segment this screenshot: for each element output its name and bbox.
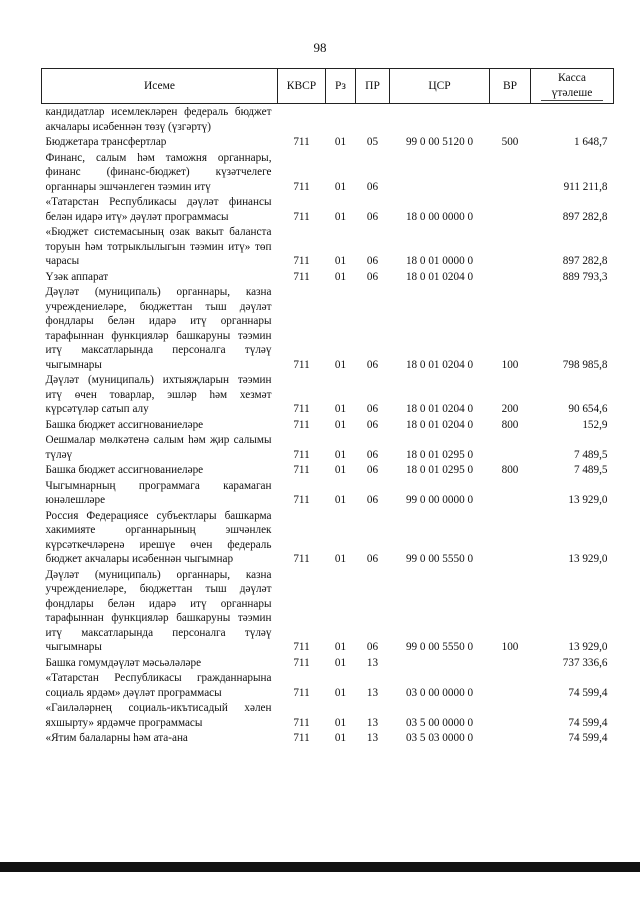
cell-vr xyxy=(490,730,531,746)
cell-vr: 500 xyxy=(501,136,519,148)
cell-csr: 18 0 01 0000 0 xyxy=(405,255,474,267)
cell-vr xyxy=(490,670,531,700)
cell-name: Оешмалар мөлкәтенә салым һәм җир салымы түләү xyxy=(45,434,272,461)
cell-name: Дәүләт (муниципаль) органнары, казна учреждениеләре, бюджеттан тыш дәүләт фондлары белән идарә итү органнары тарафыннан функцияләр башкаруны тәэмин итү максатларында персоналга түләү чыгымнары xyxy=(45,568,272,653)
cell-vr: 100 xyxy=(501,641,519,653)
cell-pr: 06 xyxy=(366,403,379,415)
table-row xyxy=(42,194,614,224)
cell-name: «Гаиләләрнең социаль-икътисадый хәлен яхшырту» ярдәмче программасы xyxy=(45,702,272,729)
table-row xyxy=(42,372,614,417)
cell-amount: 13 929,0 xyxy=(568,494,608,506)
cell-csr: 18 0 01 0204 0 xyxy=(405,418,474,431)
cell-name: Россия Федерациясе субъектлары башкарма хакимияте органнарының эшчәнлек күрсәткечләренә ирешүе өчен федераль бюджет акчалары исәбеннән чыгымнар xyxy=(45,509,272,565)
cell-name: Үзәк аппарат xyxy=(45,270,109,283)
cell-kvsr xyxy=(278,104,326,135)
cell-name: Башка гомумдәүләт мәсьәләләре xyxy=(45,656,202,669)
cell-rz: 01 xyxy=(334,210,347,223)
cell-vr: 800 xyxy=(501,418,519,431)
cell-csr: 18 0 01 0204 0 xyxy=(405,403,474,415)
cell-rz: 01 xyxy=(334,403,347,415)
cell-csr xyxy=(390,104,490,135)
cell-kvsr: 711 xyxy=(293,403,310,415)
cell-name: кандидатлар исемлекләрен федераль бюджет акчалары исәбеннән төзү (үзгәртү) xyxy=(45,106,272,133)
cell-rz: 01 xyxy=(334,136,347,148)
cell-name: Бюджетара трансфертлар xyxy=(45,136,167,148)
header-csr: ЦСР xyxy=(390,69,490,104)
cell-pr: 06 xyxy=(366,641,379,653)
cell-amount: 897 282,8 xyxy=(562,210,608,223)
cell-pr: 13 xyxy=(366,716,379,729)
cell-rz: 01 xyxy=(334,641,347,653)
scan-bottom-edge xyxy=(0,862,640,872)
cell-rz: 01 xyxy=(334,448,347,461)
cell-kvsr: 711 xyxy=(293,464,310,476)
cell-vr xyxy=(490,269,531,285)
cell-name: «Бюджет системасының озак вакыт баланста торуын һәм тотрыклылыгын тәэмин итү» төп чарасы xyxy=(45,226,272,267)
header-kassa-line1: Касса xyxy=(557,72,587,84)
cell-csr: 18 0 01 0204 0 xyxy=(405,270,474,283)
cell-rz: 01 xyxy=(334,686,347,699)
cell-csr: 99 0 00 5120 0 xyxy=(405,136,474,148)
cell-vr xyxy=(490,104,531,135)
table-row xyxy=(42,269,614,285)
cell-kvsr: 711 xyxy=(293,270,310,283)
cell-amount: 13 929,0 xyxy=(568,641,608,653)
cell-amount: 74 599,4 xyxy=(568,732,608,744)
cell-csr: 99 0 00 5550 0 xyxy=(405,553,474,565)
cell-pr: 06 xyxy=(366,210,379,223)
table-row xyxy=(42,670,614,700)
cell-name: «Татарстан Республикасы гражданнарына социаль ярдәм» дәүләт программасы xyxy=(45,672,272,699)
cell-name: Дәүләт (муниципаль) органнары, казна учреждениеләре, бюджеттан тыш дәүләт фондлары белән идарә итү органнары тарафыннан функцияләр башкаруны тәэмин итү максатларында персоналга түләү чыгымнары xyxy=(45,286,272,371)
cell-vr xyxy=(490,508,531,567)
table-row xyxy=(42,462,614,478)
cell-kvsr: 711 xyxy=(293,418,310,431)
cell-kvsr: 711 xyxy=(293,136,310,148)
cell-rz xyxy=(326,104,356,135)
cell-kvsr: 711 xyxy=(293,358,310,371)
table-row xyxy=(42,224,614,269)
cell-name: Башка бюджет ассигнованиеләре xyxy=(45,464,204,476)
cell-csr xyxy=(390,150,490,195)
cell-vr: 100 xyxy=(501,358,519,371)
cell-rz: 01 xyxy=(334,716,347,729)
cell-vr xyxy=(490,478,531,508)
table-body xyxy=(42,104,614,746)
cell-pr: 06 xyxy=(366,418,379,431)
cell-amount: 13 929,0 xyxy=(568,553,608,565)
cell-rz: 01 xyxy=(334,358,347,371)
cell-kvsr: 711 xyxy=(293,494,310,506)
cell-csr: 99 0 00 5550 0 xyxy=(405,641,474,653)
cell-rz: 01 xyxy=(334,255,347,267)
cell-kvsr: 711 xyxy=(293,732,310,744)
cell-csr xyxy=(390,655,490,671)
cell-pr: 13 xyxy=(366,732,379,744)
cell-name: Финанс, салым һәм таможня органнары, финанс (финанс-бюджет) күзәтчелеге органнары эшчәнлеген тәэмин итү xyxy=(45,151,272,193)
cell-amount xyxy=(531,104,614,135)
cell-pr: 06 xyxy=(366,255,379,267)
cell-rz: 01 xyxy=(334,418,347,431)
cell-kvsr: 711 xyxy=(293,210,310,223)
cell-kvsr: 711 xyxy=(293,641,310,653)
cell-kvsr: 711 xyxy=(293,656,310,669)
cell-name: Дәүләт (муниципаль) ихтыяҗларын тәэмин итү өчен товарлар, эшләр һәм хезмәт күрсәтүләр сатып алу xyxy=(45,374,272,415)
cell-pr: 13 xyxy=(366,686,379,699)
cell-vr xyxy=(490,224,531,269)
header-name: Исеме xyxy=(42,69,278,104)
cell-rz: 01 xyxy=(334,656,347,669)
cell-csr: 03 5 00 0000 0 xyxy=(405,716,474,729)
cell-kvsr: 711 xyxy=(293,553,310,565)
cell-csr: 18 0 01 0204 0 xyxy=(405,358,474,371)
cell-amount: 74 599,4 xyxy=(568,686,608,699)
cell-csr: 99 0 00 0000 0 xyxy=(405,494,474,506)
cell-vr xyxy=(490,150,531,195)
cell-amount: 74 599,4 xyxy=(568,716,608,729)
cell-vr xyxy=(490,194,531,224)
table-row xyxy=(42,700,614,730)
cell-pr xyxy=(356,104,390,135)
budget-table xyxy=(41,68,614,746)
cell-kvsr: 711 xyxy=(293,716,310,729)
cell-name: Башка бюджет ассигнованиеләре xyxy=(45,418,204,431)
table-row xyxy=(42,284,614,372)
table-row xyxy=(42,730,614,746)
cell-kvsr: 711 xyxy=(293,686,310,699)
cell-kvsr: 711 xyxy=(293,255,310,267)
table-row xyxy=(42,478,614,508)
cell-vr xyxy=(490,432,531,462)
table-row xyxy=(42,567,614,655)
cell-name: Чыгымнарның программага карамаган юнәлешләре xyxy=(45,479,272,506)
cell-rz: 01 xyxy=(334,553,347,565)
cell-amount: 152,9 xyxy=(582,418,608,431)
cell-amount: 897 282,8 xyxy=(562,255,608,267)
table-row xyxy=(42,150,614,195)
cell-pr: 06 xyxy=(366,270,379,283)
cell-vr xyxy=(490,655,531,671)
cell-pr: 13 xyxy=(366,656,379,669)
table-row xyxy=(42,417,614,433)
cell-amount: 1 648,7 xyxy=(573,136,608,148)
cell-vr: 800 xyxy=(501,464,519,476)
header-rz: Рз xyxy=(326,69,356,104)
header-vr: ВР xyxy=(490,69,531,104)
table-row xyxy=(42,655,614,671)
cell-pr: 05 xyxy=(366,136,379,148)
cell-csr: 18 0 01 0295 0 xyxy=(405,464,474,476)
cell-kvsr: 711 xyxy=(293,448,310,461)
table-row xyxy=(42,432,614,462)
cell-vr: 200 xyxy=(501,403,519,415)
table-row xyxy=(42,508,614,567)
cell-pr: 06 xyxy=(366,180,379,193)
cell-csr: 03 5 03 0000 0 xyxy=(405,732,474,744)
cell-amount: 7 489,5 xyxy=(573,464,608,476)
cell-amount: 90 654,6 xyxy=(568,403,608,415)
header-kassa-line2: үтәлеше xyxy=(541,86,603,102)
cell-pr: 06 xyxy=(366,494,379,506)
header-kassa xyxy=(531,69,614,104)
cell-rz: 01 xyxy=(334,494,347,506)
cell-amount: 737 336,6 xyxy=(562,656,608,669)
cell-amount: 798 985,8 xyxy=(562,358,608,371)
cell-pr: 06 xyxy=(366,553,379,565)
cell-rz: 01 xyxy=(334,464,347,476)
header-kvsr: КВСР xyxy=(278,69,326,104)
cell-csr: 18 0 00 0000 0 xyxy=(405,210,474,223)
cell-name: «Ятим балаларны һәм ата-ана xyxy=(45,732,188,744)
cell-csr: 18 0 01 0295 0 xyxy=(405,448,474,461)
cell-amount: 7 489,5 xyxy=(573,448,608,461)
cell-rz: 01 xyxy=(334,732,347,744)
cell-vr xyxy=(490,700,531,730)
table-row xyxy=(42,134,614,150)
cell-pr: 06 xyxy=(366,448,379,461)
cell-kvsr: 711 xyxy=(293,180,310,193)
page-number: 98 xyxy=(313,40,327,55)
table-row xyxy=(42,104,614,135)
cell-csr: 03 0 00 0000 0 xyxy=(405,686,474,699)
cell-name: «Татарстан Республикасы дәүләт финансы белән идарә итү» дәүләт программасы xyxy=(45,196,272,223)
cell-amount: 889 793,3 xyxy=(562,270,608,283)
cell-pr: 06 xyxy=(366,464,379,476)
table-header-row xyxy=(42,69,614,104)
header-pr: ПР xyxy=(356,69,390,104)
cell-amount: 911 211,8 xyxy=(563,180,608,193)
cell-rz: 01 xyxy=(334,270,347,283)
cell-pr: 06 xyxy=(366,358,379,371)
cell-rz: 01 xyxy=(334,180,347,193)
